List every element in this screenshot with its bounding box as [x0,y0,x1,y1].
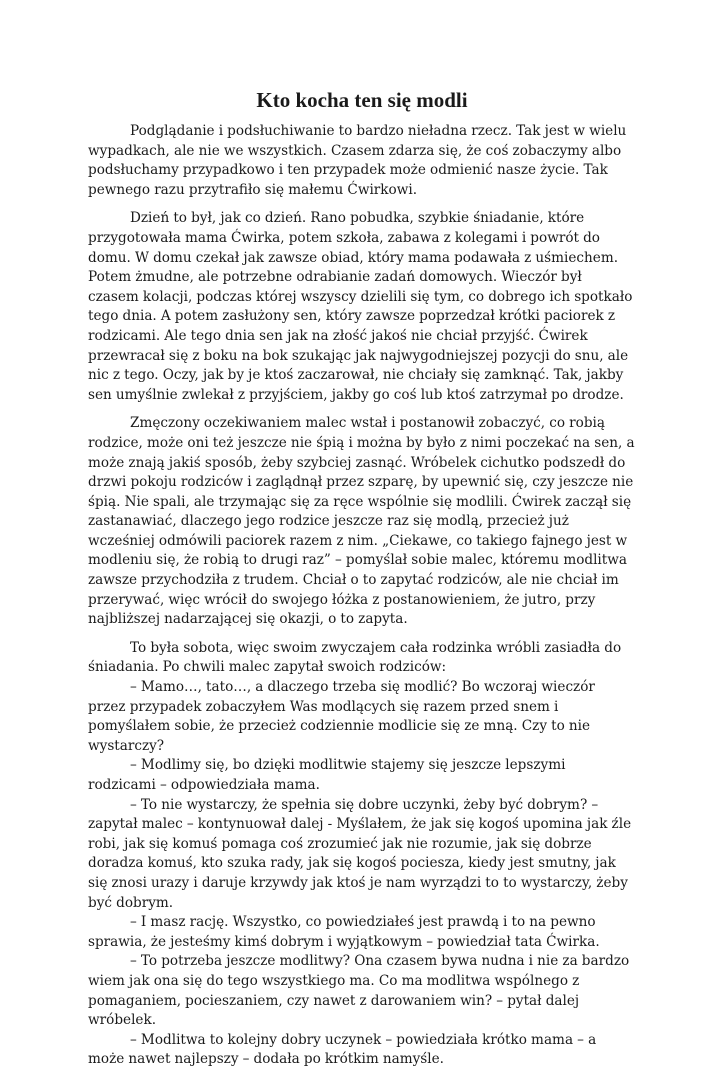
dialogue-line: – Mamo…, tato…, a dlaczego trzeba się modlić? Bo wczoraj wieczór przez przypadek zobaczyłem Was modlących się razem przed snem i pomyślałem sobie, że przecież codziennie modlicie się ze mną. Czy to nie wystarczy? [88,679,595,754]
dialogue-line: – To potrzeba jeszcze modlitwy? Ona czasem bywa nudna i nie za bardzo wiem jak ona się do tego wszystkiego ma. Co ma modlitwa wspólnego z pomaganiem, pocieszaniem, czy nawet z darowaniem win? – pytał dalej wróbelek. [88,953,630,1029]
page-title: Kto kocha ten się modli [256,88,468,112]
dialogue-line: – I masz rację. Wszystko, co powiedziałeś jest prawdą i to na pewno sprawia, że jesteśmy kimś dobrym i wyjątkowym – powiedział tata Ćwirka. [88,914,600,950]
paragraph: Podglądanie i podsłuchiwanie to bardzo nieładna rzecz. Tak jest w wielu wypadkach, ale nie we wszystkich. Czasem zdarza się, że coś zobaczymy albo podsłuchamy przypadkowo i ten przypadek może odmienić nasze życie. Tak pewnego razu przytrafiło się małemu Ćwirkowi. [88,123,627,198]
paragraph: Zmęczony oczekiwaniem malec wstał i postanowił zobaczyć, co robią rodzice, może oni też jeszcze nie śpią i można by było z nimi poczekać na sen, a może znają jakiś sposób, żeby szybciej zasnąć. Wróbelek cichutko podszedł do drzwi pokoju rodziców i zaglądnął przez szparę, by upewnić się, czy jeszcze nie śpią. Nie spali, ale trzymając się za ręce wspólnie się modlili. Ćwirek zaczął się zastanawiać, dlaczego jego rodzice jeszcze raz się modlą, przecież już wcześniej odmówili paciorek razem z nim. „Ciekawe, co takiego fajnego jest w modleniu się, że robią to drugi raz” – pomyślał sobie malec, któremu modlitwa zawsze przychodziła z trudem. Chciał o to zapytać rodziców, ale nie chciał im przerywać, więc wrócił do swojego łóżka z postanowieniem, że jutro, przy najbliższej nadarzającej się okazji, o to zapyta. [88,415,635,628]
dialogue-line: – Modlitwa to kolejny dobry uczynek – powiedziała krótko mama – a może nawet najlepszy – dodała po krótkim namyśle. [88,1031,597,1068]
paragraph: To była sobota, więc swoim zwyczajem cała rodzinka wróbli zasiadła do śniadania. Po chwili malec zapytał swoich rodziców: [88,639,622,676]
dialogue-line: – To nie wystarczy, że spełnia się dobre uczynki, żeby być dobrym? – zapytał malec – kontynuował dalej - Myślałem, że jak się kogoś upomina jak źle robi, jak się komuś pomaga coś zrozumieć jak nie rozumie, jak się dobrze doradza komuś, kto szuka rady, jak się kogoś pociesza, kiedy jest smutny, jak się znosi urazy i daruje krzywdy jak ktoś je nam wyrządzi to to wystarczy, żeby być dobrym. [88,796,632,911]
dialogue-line: – Modlimy się, bo dzięki modlitwie stajemy się jeszcze lepszymi rodzicami – odpowiedziała mama. [88,757,566,793]
paragraph: Dzień to był, jak co dzień. Rano pobudka, szybkie śniadanie, które przygotowała mama Ćwirka, potem szkoła, zabawa z kolegami i powrót do domu. W domu czekał jak zawsze obiad, który mama podawała z uśmiechem. Potem żmudne, ale potrzebne odrabianie zadań domowych. Wieczór był czasem kolacji, podczas której wszyscy dzielili się tym, co dobrego ich spotkało tego dnia. A potem zasłużony sen, który zawsze poprzedzał krótki paciorek z rodzicami. Ale tego dnia sen jak na złość jakoś nie chciał przyjść. Ćwirek przewracał się z boku na bok szukając jak najwygodniejszej pozycji do snu, ale nic z tego. Oczy, jak by je ktoś zaczarował, nie chciały się zamknąć. Tak, jakby sen umyślnie zwlekał z przyjściem, jakby go coś lub ktoś zatrzymał po drodze. [88,210,633,403]
